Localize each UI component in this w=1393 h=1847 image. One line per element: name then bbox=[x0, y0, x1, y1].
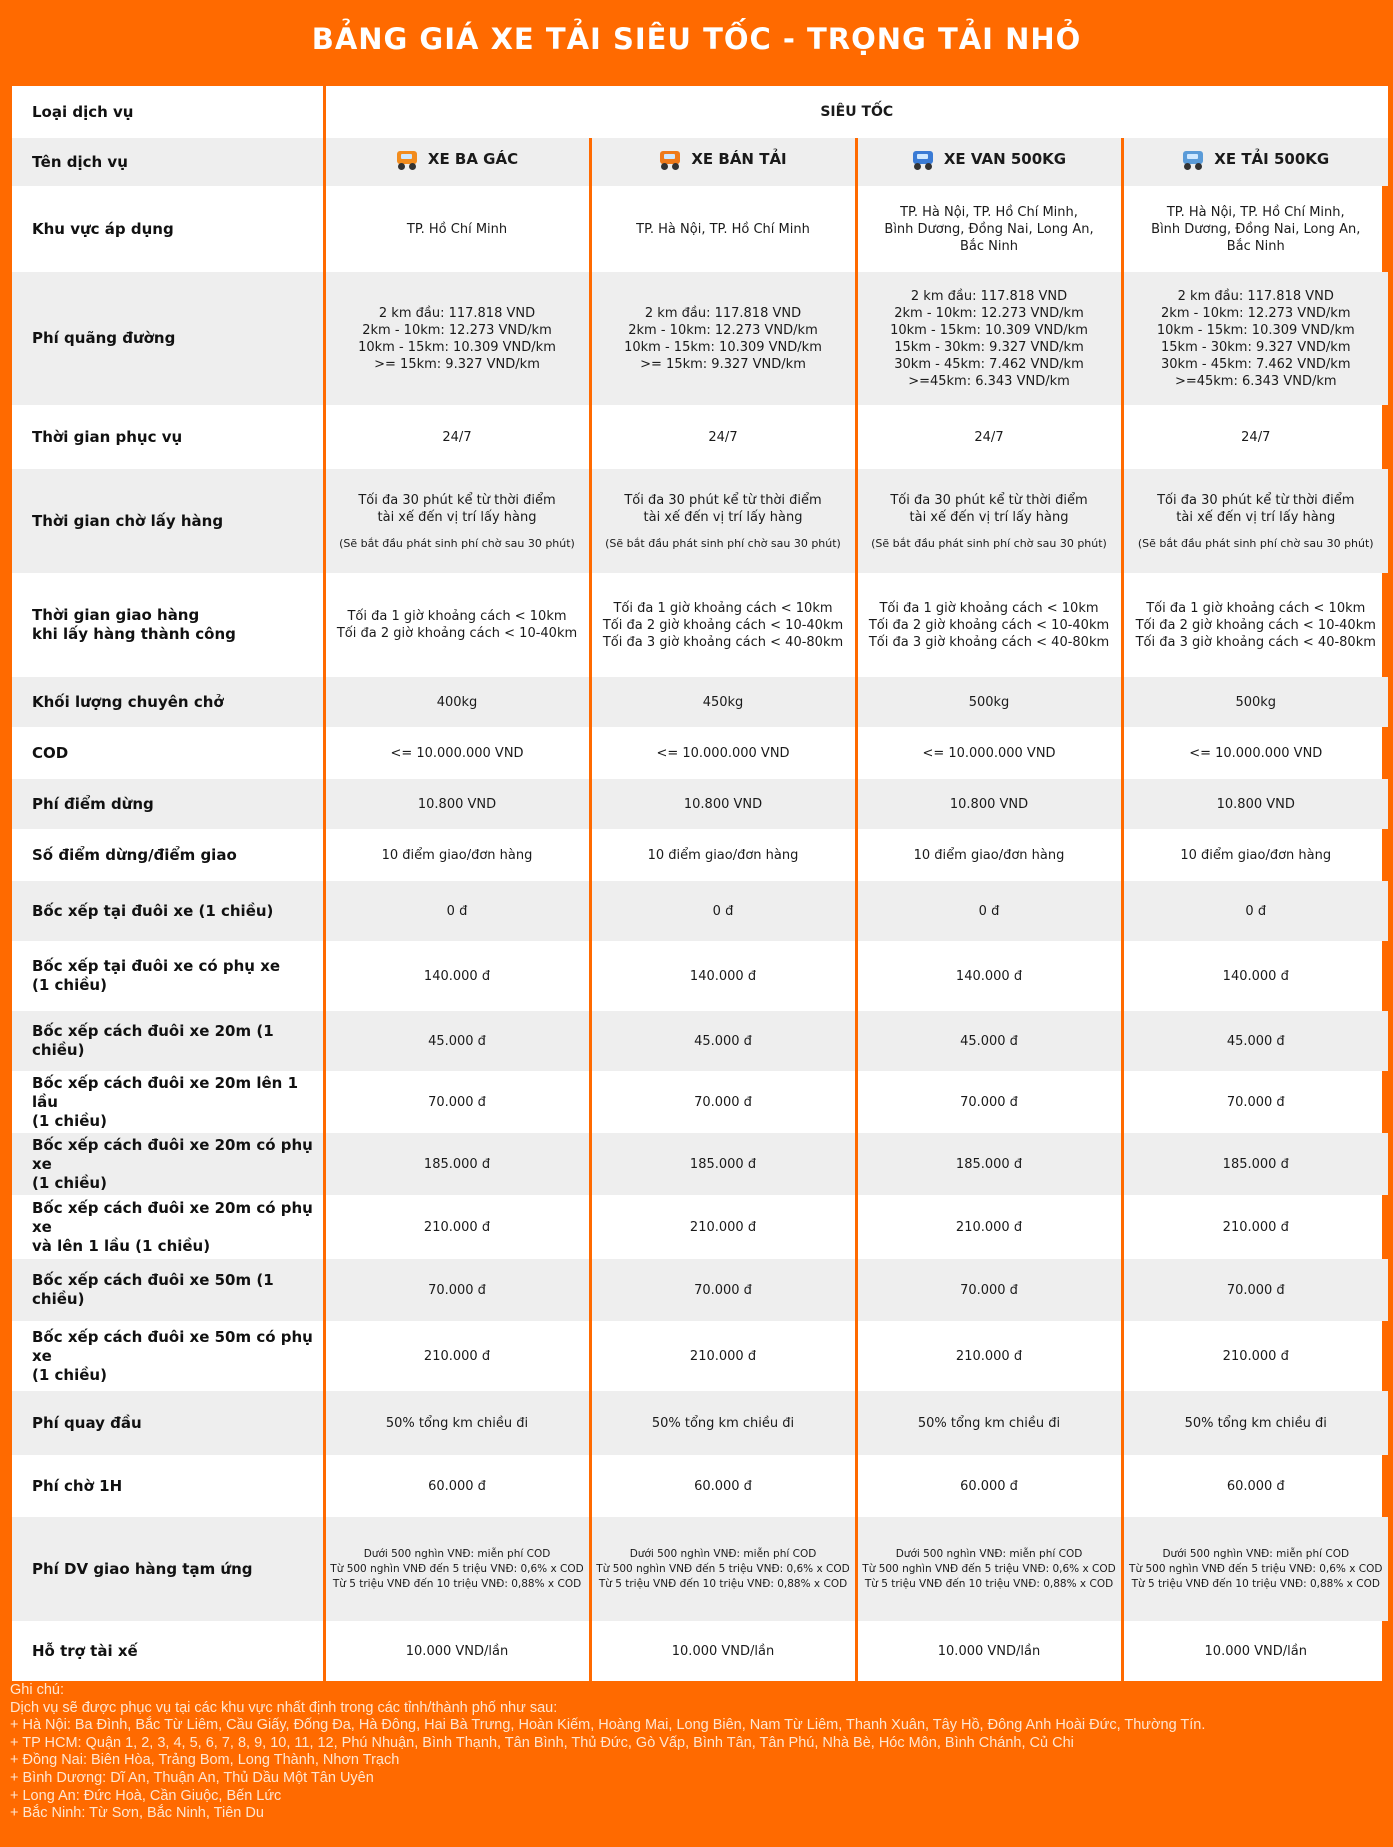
cell-value: 70.000 đ bbox=[428, 1282, 486, 1298]
cell-value: 45.000 đ bbox=[694, 1033, 752, 1049]
table-cell bbox=[856, 573, 1122, 677]
cell-value: Dưới 500 nghìn VNĐ: miễn phí COD Từ 500 nghìn VNĐ đến 5 triệu VNĐ: 0,6% x COD Từ 5 triệu VNĐ đến 10 triệu VNĐ: 0,88% x COD bbox=[330, 1547, 584, 1590]
cell-value: Dưới 500 nghìn VNĐ: miễn phí COD Từ 500 nghìn VNĐ đến 5 triệu VNĐ: 0,6% x COD Từ 5 triệu VNĐ đến 10 triệu VNĐ: 0,88% x COD bbox=[1129, 1547, 1383, 1590]
cell-value: 140.000 đ bbox=[1222, 968, 1289, 984]
cell-value: TP. Hà Nội, TP. Hồ Chí Minh bbox=[636, 221, 810, 237]
table-cell bbox=[856, 881, 1122, 941]
cell-value: 70.000 đ bbox=[960, 1282, 1018, 1298]
cell-value: 450kg bbox=[702, 694, 744, 710]
row-label: Phí DV giao hàng tạm ứng bbox=[12, 1517, 324, 1621]
table-cell bbox=[324, 1455, 590, 1517]
table-cell bbox=[590, 941, 856, 1011]
row-label: Thời gian chờ lấy hàng bbox=[12, 469, 324, 573]
table-cell bbox=[324, 405, 590, 469]
table-cell bbox=[1122, 829, 1388, 881]
row-label: Khối lượng chuyên chở bbox=[12, 677, 324, 727]
cell-value: 0 đ bbox=[978, 903, 1000, 919]
cell-value: 24/7 bbox=[974, 429, 1004, 445]
table-cell bbox=[590, 1621, 856, 1681]
cell-value: 70.000 đ bbox=[694, 1094, 752, 1110]
row-label: COD bbox=[32, 743, 69, 762]
service-type-label: Loại dịch vụ bbox=[32, 102, 134, 121]
table-row bbox=[12, 186, 1388, 272]
table-cell bbox=[1122, 727, 1388, 779]
cell-value: 210.000 đ bbox=[955, 1348, 1023, 1364]
small-truck-icon bbox=[1182, 149, 1204, 171]
notes-line: + Long An: Đức Hoà, Cần Giuộc, Bến Lức bbox=[10, 1787, 282, 1804]
table-row bbox=[12, 405, 1388, 469]
table-cell bbox=[856, 1195, 1122, 1259]
cell-value: TP. Hồ Chí Minh bbox=[406, 221, 508, 237]
cell-value: 10.800 VND bbox=[683, 796, 763, 812]
cell-value: 10.000 VND/lần bbox=[671, 1643, 775, 1659]
cell-value: 210.000 đ bbox=[955, 1219, 1023, 1235]
cell-value: TP. Hà Nội, TP. Hồ Chí Minh, Bình Dương, Đồng Nai, Long An, Bắc Ninh bbox=[884, 204, 1094, 254]
cell-value: <= 10.000.000 VND bbox=[656, 745, 790, 761]
table-cell bbox=[324, 186, 590, 272]
cell-value: 210.000 đ bbox=[423, 1219, 491, 1235]
price-table bbox=[12, 86, 1382, 1681]
cell-value: Tối đa 1 giờ khoảng cách < 10km Tối đa 2 giờ khoảng cách < 10-40km Tối đa 3 giờ khoảng cách < 40-80km bbox=[1135, 600, 1376, 650]
table-cell bbox=[856, 1011, 1122, 1071]
table-cell bbox=[856, 941, 1122, 1011]
table-cell bbox=[1122, 1259, 1388, 1321]
table-cell bbox=[324, 941, 590, 1011]
cell-value: TP. Hà Nội, TP. Hồ Chí Minh, Bình Dương, Đồng Nai, Long An, Bắc Ninh bbox=[1151, 204, 1361, 254]
table-cell bbox=[1122, 1195, 1388, 1259]
price-table-grid bbox=[12, 86, 1388, 1681]
cell-value: 50% tổng km chiều đi bbox=[1184, 1415, 1327, 1431]
cell-value: Tối đa 30 phút kể từ thời điểm tài xế đến vị trí lấy hàng bbox=[1157, 492, 1355, 525]
table-cell bbox=[1122, 1133, 1388, 1195]
table-cell bbox=[590, 1195, 856, 1259]
cell-value: 140.000 đ bbox=[955, 968, 1023, 984]
van-icon bbox=[912, 149, 934, 171]
row-label: Bốc xếp cách đuôi xe 20m lên 1 lầu (1 chiều) bbox=[32, 1073, 299, 1130]
table-cell bbox=[324, 1195, 590, 1259]
notes-heading: Ghi chú: bbox=[10, 1682, 64, 1698]
cell-value: 185.000 đ bbox=[955, 1156, 1023, 1172]
table-cell bbox=[856, 1517, 1122, 1621]
cell-value: 10 điểm giao/đơn hàng bbox=[647, 847, 799, 863]
table-row bbox=[12, 1011, 1388, 1071]
cell-value: 210.000 đ bbox=[689, 1348, 757, 1364]
cell-value: 10 điểm giao/đơn hàng bbox=[1180, 847, 1332, 863]
notes-line: Dịch vụ sẽ được phục vụ tại các khu vực nhất định trong các tỉnh/thành phố như sau: bbox=[10, 1699, 558, 1716]
cell-value: 2 km đầu: 117.818 VND 2km - 10km: 12.273 VND/km 10km - 15km: 10.309 VND/km 15km - 30km: 9.327 VND/km 30km - 45km: 7.462 VND/km >=45km: 6.343 VND/km bbox=[890, 288, 1088, 389]
cell-value: 50% tổng km chiều đi bbox=[385, 1415, 529, 1431]
cell-value: 45.000 đ bbox=[428, 1033, 486, 1049]
row-label: Phí chờ 1H bbox=[32, 1476, 123, 1495]
notes-section bbox=[10, 1682, 1380, 1823]
row-label: Bốc xếp cách đuôi xe 50m có phụ xe (1 chiều) bbox=[32, 1327, 313, 1384]
table-cell bbox=[1122, 1391, 1388, 1455]
notes-line: + Hà Nội: Ba Đình, Bắc Từ Liêm, Cầu Giấy, Đống Đa, Hà Đông, Hai Bà Trưng, Hoàn Kiếm, Hoàng Mai, Long Biên, Nam Từ Liêm, Thanh Xuân, Tây Hồ, Đông Anh Hoài Đức, Thường Tín. bbox=[10, 1717, 1206, 1734]
table-row bbox=[12, 1517, 1388, 1621]
row-label: Bốc xếp cách đuôi xe 50m (1 chiều) bbox=[12, 1259, 324, 1321]
cell-value: Tối đa 30 phút kể từ thời điểm tài xế đến vị trí lấy hàng bbox=[624, 492, 822, 525]
service-header-cell bbox=[856, 138, 1122, 186]
cell-value: 2 km đầu: 117.818 VND 2km - 10km: 12.273 VND/km 10km - 15km: 10.309 VND/km >= 15km: 9.327 VND/km bbox=[358, 305, 556, 372]
cell-value: 0 đ bbox=[712, 903, 734, 919]
cell-value: 140.000 đ bbox=[689, 968, 757, 984]
cell-value: 185.000 đ bbox=[689, 1156, 757, 1172]
cell-value: 10.000 VND/lần bbox=[937, 1643, 1041, 1659]
service-name: XE BA GÁC bbox=[427, 150, 519, 168]
row-label: Thời gian phục vụ bbox=[32, 427, 183, 446]
table-row bbox=[12, 573, 1388, 677]
service-type-value: SIÊU TỐC bbox=[324, 86, 1388, 138]
table-row bbox=[12, 1133, 1388, 1195]
table-cell bbox=[856, 1071, 1122, 1133]
cell-note: (Sẽ bắt đầu phát sinh phí chờ sau 30 phút) bbox=[339, 536, 575, 550]
table-cell bbox=[324, 727, 590, 779]
table-cell bbox=[1122, 1517, 1388, 1621]
cell-value: 500kg bbox=[1235, 694, 1277, 710]
table-row bbox=[12, 272, 1388, 405]
table-row bbox=[12, 1455, 1388, 1517]
table-cell bbox=[1122, 272, 1388, 405]
service-name-row bbox=[12, 138, 1388, 186]
cell-value: 70.000 đ bbox=[960, 1094, 1018, 1110]
table-cell bbox=[856, 469, 1122, 573]
cell-value: 0 đ bbox=[1245, 903, 1267, 919]
table-cell bbox=[1122, 1621, 1388, 1681]
cell-value: 10.000 VND/lần bbox=[1204, 1643, 1307, 1659]
table-cell bbox=[1122, 186, 1388, 272]
table-cell bbox=[590, 779, 856, 829]
table-row bbox=[12, 727, 1388, 779]
table-cell bbox=[590, 727, 856, 779]
table-cell bbox=[856, 779, 1122, 829]
row-label: Bốc xếp cách đuôi xe 20m có phụ xe (1 chiều) bbox=[12, 1133, 324, 1195]
cell-value: <= 10.000.000 VND bbox=[1189, 745, 1323, 761]
cell-value: Dưới 500 nghìn VNĐ: miễn phí COD Từ 500 nghìn VNĐ đến 5 triệu VNĐ: 0,6% x COD Từ 5 triệu VNĐ đến 10 triệu VNĐ: 0,88% x COD bbox=[596, 1547, 850, 1590]
notes-line: + Đồng Nai: Biên Hòa, Trảng Bom, Long Thành, Nhơn Trạch bbox=[10, 1752, 400, 1769]
cell-value: 70.000 đ bbox=[1226, 1094, 1285, 1110]
cell-note: (Sẽ bắt đầu phát sinh phí chờ sau 30 phút) bbox=[871, 536, 1107, 550]
cell-value: Tối đa 30 phút kể từ thời điểm tài xế đến vị trí lấy hàng bbox=[358, 492, 556, 525]
table-cell bbox=[324, 1071, 590, 1133]
cell-value: 60.000 đ bbox=[1226, 1478, 1285, 1494]
cell-value: 60.000 đ bbox=[960, 1478, 1018, 1494]
table-cell bbox=[856, 1321, 1122, 1391]
table-cell bbox=[590, 1321, 856, 1391]
table-cell bbox=[324, 829, 590, 881]
table-cell bbox=[590, 1133, 856, 1195]
table-cell bbox=[590, 469, 856, 573]
row-label: Phí quay đầu bbox=[12, 1391, 324, 1455]
cell-value: 185.000 đ bbox=[1222, 1156, 1289, 1172]
cell-value: 10 điểm giao/đơn hàng bbox=[381, 847, 533, 863]
cell-value: 0 đ bbox=[446, 903, 468, 919]
table-cell bbox=[1122, 677, 1388, 727]
row-label: Bốc xếp tại đuôi xe có phụ xe (1 chiều) bbox=[32, 957, 281, 994]
cell-value: 70.000 đ bbox=[1226, 1282, 1285, 1298]
cell-value: <= 10.000.000 VND bbox=[390, 745, 524, 761]
table-cell bbox=[1122, 1455, 1388, 1517]
pickup-truck-icon bbox=[659, 149, 681, 171]
table-cell bbox=[856, 829, 1122, 881]
cell-value: 45.000 đ bbox=[960, 1033, 1018, 1049]
cell-value: 45.000 đ bbox=[1226, 1033, 1285, 1049]
table-cell bbox=[324, 881, 590, 941]
cell-value: <= 10.000.000 VND bbox=[922, 745, 1056, 761]
table-cell bbox=[856, 1621, 1122, 1681]
row-label: Phí quãng đường bbox=[12, 272, 324, 405]
cell-value: Tối đa 1 giờ khoảng cách < 10km Tối đa 2 giờ khoảng cách < 10-40km Tối đa 3 giờ khoảng cách < 40-80km bbox=[868, 600, 1110, 650]
cell-value: 60.000 đ bbox=[428, 1478, 486, 1494]
table-cell bbox=[856, 1133, 1122, 1195]
cell-value: 2 km đầu: 117.818 VND 2km - 10km: 12.273 VND/km 10km - 15km: 10.309 VND/km >= 15km: 9.327 VND/km bbox=[624, 305, 822, 372]
table-cell bbox=[324, 1259, 590, 1321]
cell-value: 210.000 đ bbox=[689, 1219, 757, 1235]
row-label: Khu vực áp dụng bbox=[32, 219, 174, 238]
table-row bbox=[12, 1391, 1388, 1455]
table-cell bbox=[324, 272, 590, 405]
cell-value: 210.000 đ bbox=[423, 1348, 491, 1364]
cell-value: 50% tổng km chiều đi bbox=[917, 1415, 1061, 1431]
cell-note: (Sẽ bắt đầu phát sinh phí chờ sau 30 phút) bbox=[1137, 536, 1374, 550]
cell-value: 210.000 đ bbox=[1222, 1348, 1289, 1364]
cell-value: 24/7 bbox=[442, 429, 472, 445]
table-cell bbox=[856, 1455, 1122, 1517]
table-cell bbox=[1122, 1321, 1388, 1391]
cell-value: Tối đa 30 phút kể từ thời điểm tài xế đến vị trí lấy hàng bbox=[890, 492, 1088, 525]
row-label: Bốc xếp cách đuôi xe 20m (1 chiều) bbox=[12, 1011, 324, 1071]
table-cell bbox=[324, 1011, 590, 1071]
row-label: Phí điểm dừng bbox=[12, 779, 324, 829]
table-cell bbox=[324, 1133, 590, 1195]
service-name: XE TẢI 500KG bbox=[1214, 150, 1330, 168]
table-cell bbox=[856, 272, 1122, 405]
table-cell bbox=[856, 1391, 1122, 1455]
cell-value: 24/7 bbox=[708, 429, 738, 445]
service-header-cell bbox=[590, 138, 856, 186]
cell-value: 140.000 đ bbox=[423, 968, 491, 984]
table-cell bbox=[856, 727, 1122, 779]
table-cell bbox=[324, 573, 590, 677]
table-cell bbox=[324, 779, 590, 829]
service-header-cell bbox=[324, 138, 590, 186]
cell-value: 70.000 đ bbox=[694, 1282, 752, 1298]
table-cell bbox=[590, 1455, 856, 1517]
table-row bbox=[12, 1259, 1388, 1321]
row-label: Hỗ trợ tài xế bbox=[32, 1641, 138, 1660]
table-cell bbox=[1122, 1011, 1388, 1071]
table-cell bbox=[590, 405, 856, 469]
table-row bbox=[12, 1321, 1388, 1391]
table-cell bbox=[590, 1517, 856, 1621]
table-cell bbox=[590, 186, 856, 272]
cell-value: 10.800 VND bbox=[417, 796, 497, 812]
table-cell bbox=[324, 1391, 590, 1455]
table-cell bbox=[856, 1259, 1122, 1321]
service-name-label: Tên dịch vụ bbox=[12, 138, 324, 186]
table-cell bbox=[1122, 573, 1388, 677]
service-type-row bbox=[12, 86, 1388, 138]
table-row bbox=[12, 941, 1388, 1011]
table-row bbox=[12, 677, 1388, 727]
table-cell bbox=[590, 1391, 856, 1455]
table-cell bbox=[324, 1517, 590, 1621]
row-label: Thời gian giao hàng khi lấy hàng thành công bbox=[32, 606, 236, 643]
table-row bbox=[12, 829, 1388, 881]
row-label: Bốc xếp tại đuôi xe (1 chiều) bbox=[12, 881, 324, 941]
cell-value: 50% tổng km chiều đi bbox=[651, 1415, 795, 1431]
table-cell bbox=[1122, 779, 1388, 829]
cell-value: Tối đa 1 giờ khoảng cách < 10km Tối đa 2 giờ khoảng cách < 10-40km Tối đa 3 giờ khoảng cách < 40-80km bbox=[602, 600, 844, 650]
cell-value: 185.000 đ bbox=[423, 1156, 491, 1172]
cell-value: 24/7 bbox=[1241, 429, 1271, 445]
cell-value: 10.800 VND bbox=[949, 796, 1029, 812]
table-cell bbox=[590, 573, 856, 677]
table-cell bbox=[324, 469, 590, 573]
cell-value: 60.000 đ bbox=[694, 1478, 752, 1494]
notes-line: + TP HCM: Quận 1, 2, 3, 4, 5, 6, 7, 8, 9, 10, 11, 12, Phú Nhuận, Bình Thạnh, Tân Bình, Thủ Đức, Gò Vấp, Bình Tân, Tân Phú, Nhà Bè, Hóc Môn, Bình Chánh, Củ Chi bbox=[10, 1734, 1074, 1751]
cell-value: 2 km đầu: 117.818 VND 2km - 10km: 12.273 VND/km 10km - 15km: 10.309 VND/km 15km - 30km: 9.327 VND/km 30km - 45km: 7.462 VND/km >=45km: 6.343 VND/km bbox=[1156, 288, 1355, 389]
cell-value: 10 điểm giao/đơn hàng bbox=[913, 847, 1065, 863]
table-cell bbox=[856, 677, 1122, 727]
cell-value: 10.800 VND bbox=[1216, 796, 1295, 812]
table-cell bbox=[590, 272, 856, 405]
table-cell bbox=[1122, 405, 1388, 469]
table-row bbox=[12, 779, 1388, 829]
table-cell bbox=[590, 1011, 856, 1071]
table-cell bbox=[856, 405, 1122, 469]
table-cell bbox=[1122, 941, 1388, 1011]
notes-line: + Bình Dương: Dĩ An, Thuận An, Thủ Dầu Một Tân Uyên bbox=[10, 1769, 374, 1786]
cell-value: Tối đa 1 giờ khoảng cách < 10km Tối đa 2 giờ khoảng cách < 10-40km bbox=[336, 609, 578, 641]
table-cell bbox=[590, 1071, 856, 1133]
table-cell bbox=[324, 1621, 590, 1681]
table-cell bbox=[590, 829, 856, 881]
price-table-body bbox=[12, 86, 1388, 1681]
table-cell bbox=[590, 1259, 856, 1321]
service-header-cell bbox=[1122, 138, 1388, 186]
table-cell bbox=[1122, 469, 1388, 573]
table-row bbox=[12, 469, 1388, 573]
table-cell bbox=[590, 677, 856, 727]
page-title: BẢNG GIÁ XE TẢI SIÊU TỐC - TRỌNG TẢI NHỎ bbox=[311, 22, 1082, 56]
table-row bbox=[12, 1071, 1388, 1133]
cell-note: (Sẽ bắt đầu phát sinh phí chờ sau 30 phút) bbox=[605, 536, 841, 550]
cell-value: 500kg bbox=[968, 694, 1010, 710]
cell-value: 10.000 VND/lần bbox=[405, 1643, 509, 1659]
table-cell bbox=[1122, 1071, 1388, 1133]
table-row bbox=[12, 881, 1388, 941]
table-cell bbox=[324, 1321, 590, 1391]
row-label: Số điểm dừng/điểm giao bbox=[32, 845, 237, 864]
tricycle-truck-icon bbox=[396, 149, 418, 171]
cell-value: 70.000 đ bbox=[428, 1094, 486, 1110]
cell-value: Dưới 500 nghìn VNĐ: miễn phí COD Từ 500 nghìn VNĐ đến 5 triệu VNĐ: 0,6% x COD Từ 5 triệu VNĐ đến 10 triệu VNĐ: 0,88% x COD bbox=[862, 1547, 1116, 1590]
row-label: Bốc xếp cách đuôi xe 20m có phụ xe và lên 1 lầu (1 chiều) bbox=[32, 1198, 313, 1255]
table-cell bbox=[590, 881, 856, 941]
table-cell bbox=[1122, 881, 1388, 941]
cell-value: 210.000 đ bbox=[1222, 1219, 1289, 1235]
table-row bbox=[12, 1621, 1388, 1681]
cell-value: 400kg bbox=[436, 694, 478, 710]
notes-line: + Bắc Ninh: Từ Sơn, Bắc Ninh, Tiên Du bbox=[10, 1805, 264, 1822]
service-name: XE VAN 500KG bbox=[943, 150, 1067, 168]
table-row bbox=[12, 1195, 1388, 1259]
table-cell bbox=[856, 186, 1122, 272]
service-name: XE BÁN TẢI bbox=[691, 150, 787, 168]
table-cell bbox=[324, 677, 590, 727]
